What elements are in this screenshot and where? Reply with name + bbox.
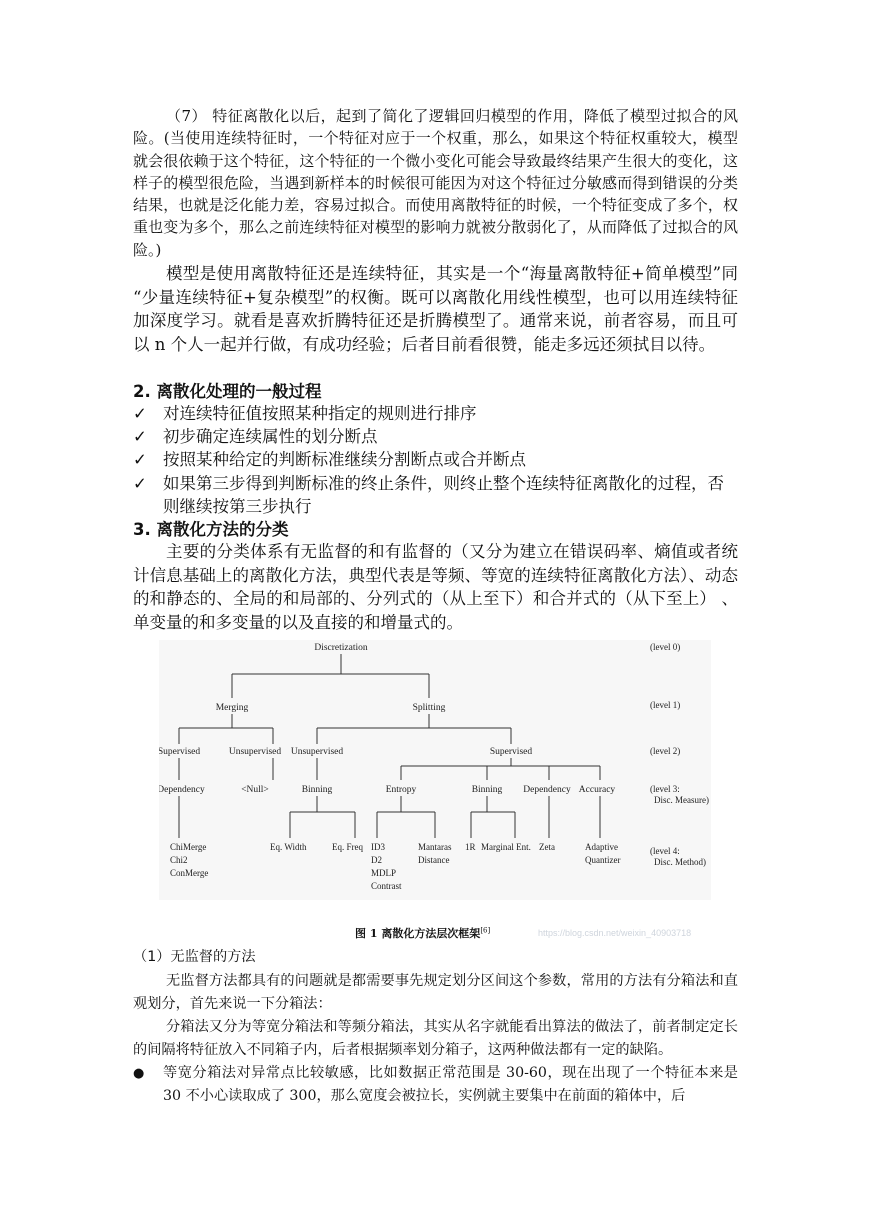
check-icon: ✓ (133, 404, 147, 423)
method-1r: 1R (465, 842, 476, 852)
method-quantizer: Quantizer (585, 855, 621, 865)
node-discretization: Discretization (314, 643, 368, 653)
paragraph-model-tradeoff: 模型是使用离散特征还是连续特征，其实是一个“海量离散特征+简单模型”同 “少量连续特征+复杂模型”的权衡。既可以离散化用线性模型，也可以用连续特征加深度学习。就看是喜欢折腾特征还是折腾模型了。通常来说，前者容易，而且可以 n 个人一起并行做，有成功经验；后者目前看很赞，能走多远还须拭目以待。 (133, 264, 738, 355)
node-dependency: Dependency (159, 785, 205, 795)
node-merging-supervised: Supervised (159, 747, 201, 757)
list-item: ✓ 对连续特征值按照某种指定的规则进行排序 (133, 402, 738, 425)
method-chi2: Chi2 (170, 855, 188, 865)
node-entropy: Entropy (385, 785, 417, 795)
method-zeta: Zeta (539, 842, 555, 852)
paragraph-feature-discretization-effect: （7） 特征离散化以后，起到了简化了逻辑回归模型的作用，降低了模型过拟合的风险。(当使用连续特征时，一个特征对应于一个权重，那么，如果这个特征权重较大，模型就会很依赖于这个特征，这个特征的一个微小变化可能会导致最终结果产生很大的变化，这样子的模型很危险，当遇到新样本的时候很可能因为对这个特征过分敏感而得到错误的分类结果，也就是泛化能力差，容易过拟合。而使用离散特征的时候，一个特征变成了多个，权重也变为多个，那么之前连续特征对模型的影响力就被分散弱化了，从而降低了过拟合的风险。) (133, 107, 738, 259)
node-null: <Null> (241, 785, 269, 795)
level-4-label: (level 4: (650, 846, 680, 856)
method-adaptive: Adaptive (585, 842, 618, 852)
method-conmerge: ConMerge (170, 868, 209, 878)
node-splitting-unsupervised: Unsupervised (290, 747, 344, 757)
level-2-label: (level 2) (650, 746, 681, 756)
node-dependency-supervised: Dependency (523, 785, 571, 795)
node-binning-supervised: Binning (471, 785, 503, 795)
list-item: ✓ 初步确定连续属性的划分断点 (133, 425, 738, 448)
figure-caption: 图 1 离散化方法层次框架[6] (355, 926, 491, 940)
level-0-label: (level 0) (650, 642, 681, 652)
section-heading-general-process: 2. 离散化处理的一般过程 (133, 382, 322, 401)
method-eq-width: Eq. Width (270, 842, 307, 852)
node-accuracy: Accuracy (578, 785, 616, 795)
method-id3: ID3 (371, 842, 385, 852)
level-3-sublabel: Disc. Measure) (654, 795, 709, 805)
method-d2: D2 (371, 855, 382, 865)
list-item: ✓ 按照某种给定的判断标准继续分割断点或合并断点 (133, 448, 738, 471)
check-icon: ✓ (133, 427, 147, 447)
method-marginal-ent: Marginal Ent. (481, 842, 531, 852)
list-item: ● 等宽分箱法对异常点比较敏感，比如数据正常范围是 30-60，现在出现了一个特征本来是 30 不小心读取成了 300，那么宽度会被拉长，实例就主要集中在前面的箱体中，后 (133, 1062, 738, 1108)
method-mantaras: Mantaras (418, 842, 452, 852)
method-contrast: Contrast (371, 881, 402, 891)
list-item: ✓ 如果第三步得到判断标准的终止条件，则终止整个连续特征离散化的过程，否则继续按第三步执行 (133, 473, 724, 516)
process-step-list (133, 402, 738, 518)
level-3-label: (level 3: (650, 784, 680, 794)
paragraph-binning-methods: 分箱法又分为等宽分箱法和等频分箱法，其实从名字就能看出算法的做法了，前者制定定长的间隔将特征放入不同箱子内，后者根据频率划分箱子，这两种做法都有一定的缺陷。 (133, 1019, 738, 1058)
check-icon: ✓ (133, 473, 147, 493)
node-splitting-supervised: Supervised (489, 747, 533, 757)
section-heading-classification: 3. 离散化方法的分类 (133, 520, 289, 539)
method-eq-freq: Eq. Freq (332, 842, 363, 852)
node-binning-unsupervised: Binning (301, 785, 333, 795)
binning-bullet-list (133, 1062, 738, 1108)
subheading-unsupervised: （1）无监督的方法 (133, 949, 256, 965)
discretization-hierarchy-figure (159, 640, 711, 900)
method-mdlp: MDLP (371, 868, 397, 878)
caption-reference: [6] (480, 926, 491, 935)
node-splitting: Splitting (412, 703, 446, 713)
node-merging-unsupervised: Unsupervised (228, 747, 282, 757)
method-distance: Distance (418, 855, 450, 865)
node-merging: Merging (215, 703, 249, 713)
paragraph-unsupervised-methods: 无监督方法都具有的问题就是都需要事先规定划分区间这个参数，常用的方法有分箱法和直观划分，首先来说一下分箱法： (133, 973, 738, 1012)
watermark-url: https://blog.csdn.net/weixin_40903718 (538, 928, 692, 938)
method-chimerge: ChiMerge (170, 842, 207, 852)
level-4-sublabel: Disc. Method) (654, 857, 706, 867)
bullet-icon: ● (133, 1066, 145, 1081)
check-icon: ✓ (133, 450, 147, 470)
level-1-label: (level 1) (650, 700, 681, 710)
hierarchy-diagram (159, 640, 711, 900)
paragraph-classification-systems: 主要的分类体系有无监督的和有监督的（又分为建立在错误码率、熵值或者统计信息基础上的离散化方法，典型代表是等频、等宽的连续特征离散化方法）、动态的和静态的、全局的和局部的、分列式的（从上至下）和合并式的（从下至上） 、单变量的和多变量的以及直接的和增量式的。 (133, 542, 738, 633)
